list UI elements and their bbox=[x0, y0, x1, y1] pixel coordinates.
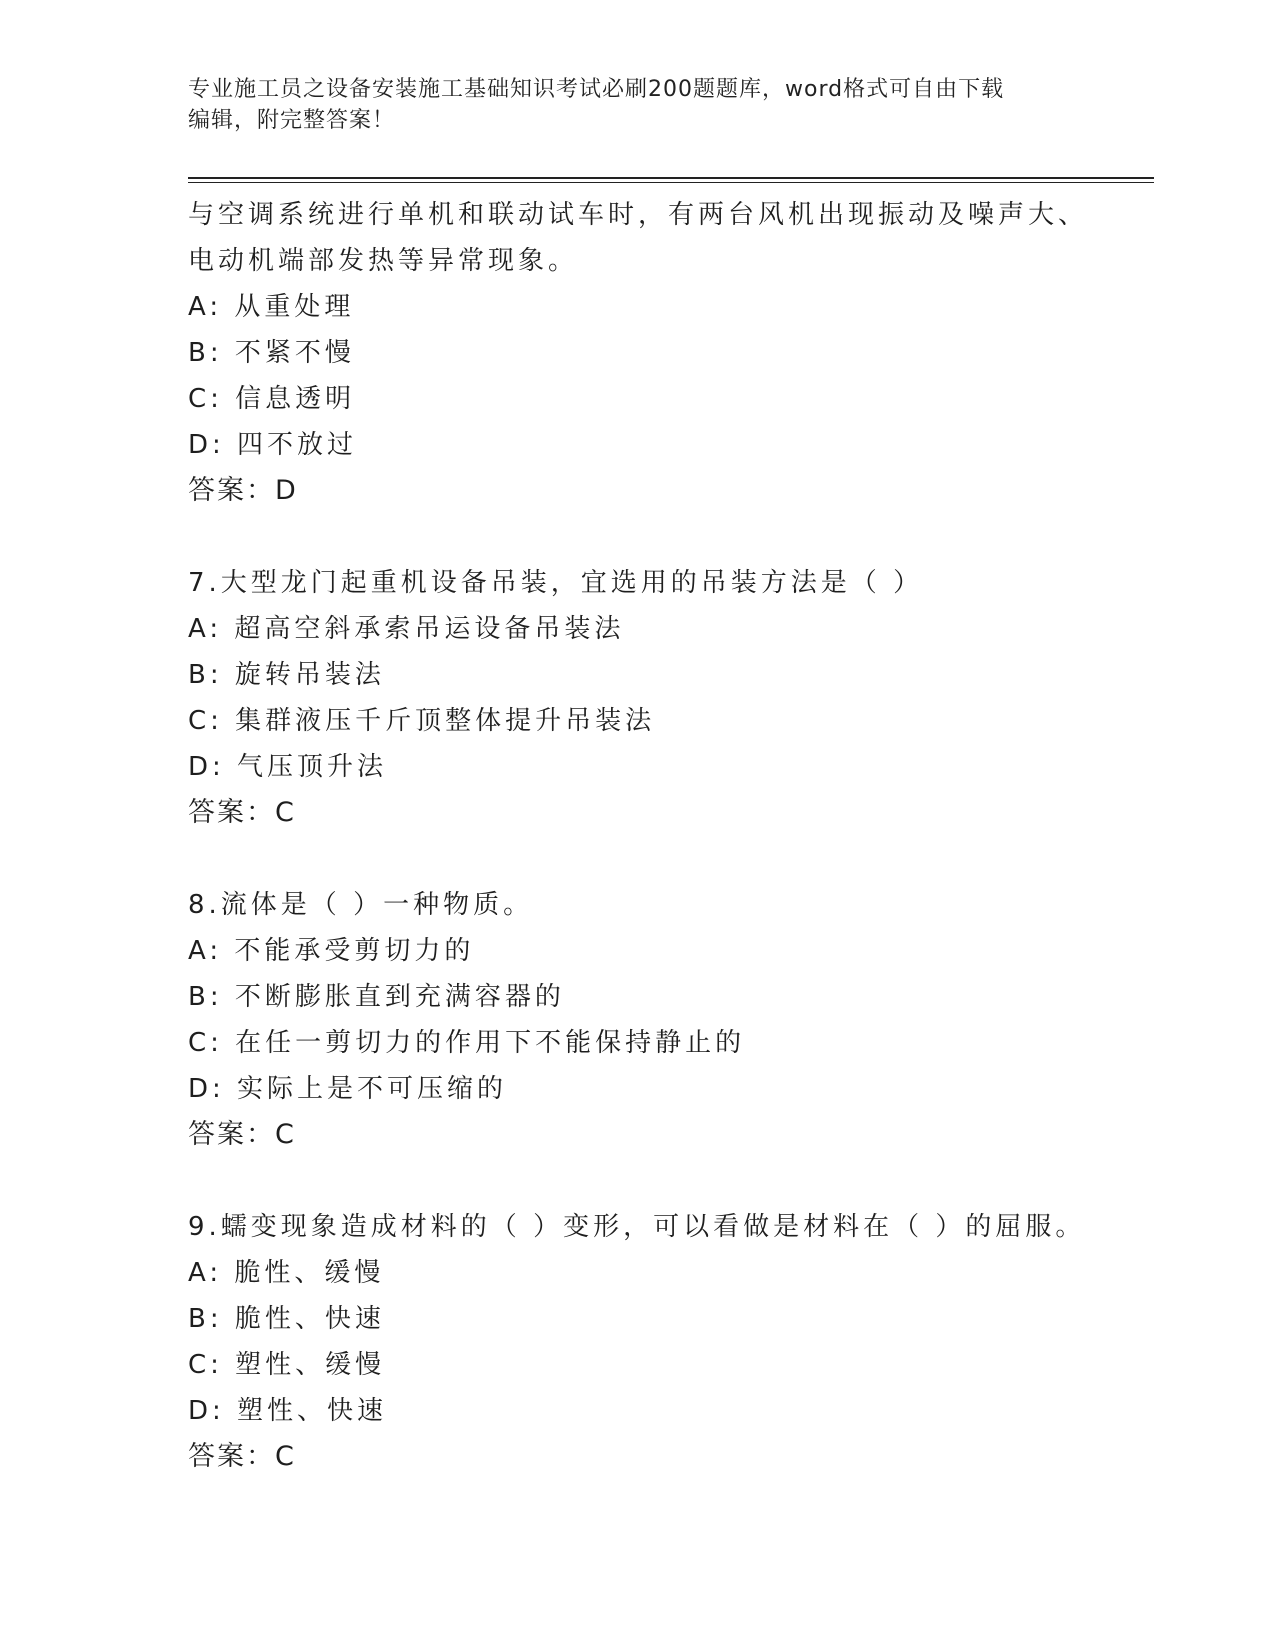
question-stem: 9.蠕变现象造成材料的（ ）变形，可以看做是材料在（ ）的屈服。 bbox=[188, 1212, 1086, 1242]
spacer bbox=[188, 514, 1108, 560]
header-title-line-1: 专业施工员之设备安装施工基础知识考试必刷200题题库，word格式可自由下载 bbox=[188, 77, 1005, 102]
question-6-continued bbox=[188, 192, 1108, 514]
header-title-line-2: 编辑，附完整答案！ bbox=[188, 108, 396, 133]
option-a: A: 脆性、缓慢 bbox=[188, 1258, 385, 1288]
document-header bbox=[188, 74, 1088, 136]
question-8 bbox=[188, 882, 1108, 1158]
option-c: C: 塑性、缓慢 bbox=[188, 1350, 386, 1380]
question-stem-line: 与空调系统进行单机和联动试车时，有两台风机出现振动及噪声大、 bbox=[188, 200, 1089, 230]
option-c: C: 集群液压千斤顶整体提升吊装法 bbox=[188, 706, 656, 736]
spacer bbox=[188, 836, 1108, 882]
option-b: B: 旋转吊装法 bbox=[188, 660, 385, 690]
header-divider-thick bbox=[188, 177, 1154, 179]
option-b: B: 不断膨胀直到充满容器的 bbox=[188, 982, 565, 1012]
option-d: D: 塑性、快速 bbox=[188, 1396, 388, 1426]
question-7 bbox=[188, 560, 1108, 836]
option-b: B: 脆性、快速 bbox=[188, 1304, 385, 1334]
question-content bbox=[188, 192, 1108, 1480]
answer-line: 答案：C bbox=[188, 797, 296, 828]
option-d: D: 实际上是不可压缩的 bbox=[188, 1074, 508, 1104]
option-c: C: 在任一剪切力的作用下不能保持静止的 bbox=[188, 1028, 746, 1058]
option-a: A: 不能承受剪切力的 bbox=[188, 936, 475, 966]
option-a: A: 超高空斜承索吊运设备吊装法 bbox=[188, 614, 625, 644]
answer-line: 答案：C bbox=[188, 1119, 296, 1150]
answer-line: 答案：D bbox=[188, 475, 298, 506]
question-stem-line: 电动机端部发热等异常现象。 bbox=[188, 246, 579, 276]
option-b: B: 不紧不慢 bbox=[188, 338, 355, 368]
question-9 bbox=[188, 1204, 1108, 1480]
option-a: A: 从重处理 bbox=[188, 292, 355, 322]
option-d: D: 气压顶升法 bbox=[188, 752, 388, 782]
option-d: D: 四不放过 bbox=[188, 430, 358, 460]
question-stem: 7.大型龙门起重机设备吊装，宜选用的吊装方法是（ ） bbox=[188, 568, 924, 598]
option-c: C: 信息透明 bbox=[188, 384, 356, 414]
question-stem: 8.流体是（ ）一种物质。 bbox=[188, 890, 534, 920]
spacer bbox=[188, 1158, 1108, 1204]
answer-line: 答案：C bbox=[188, 1441, 296, 1472]
header-divider-thin bbox=[188, 182, 1154, 183]
